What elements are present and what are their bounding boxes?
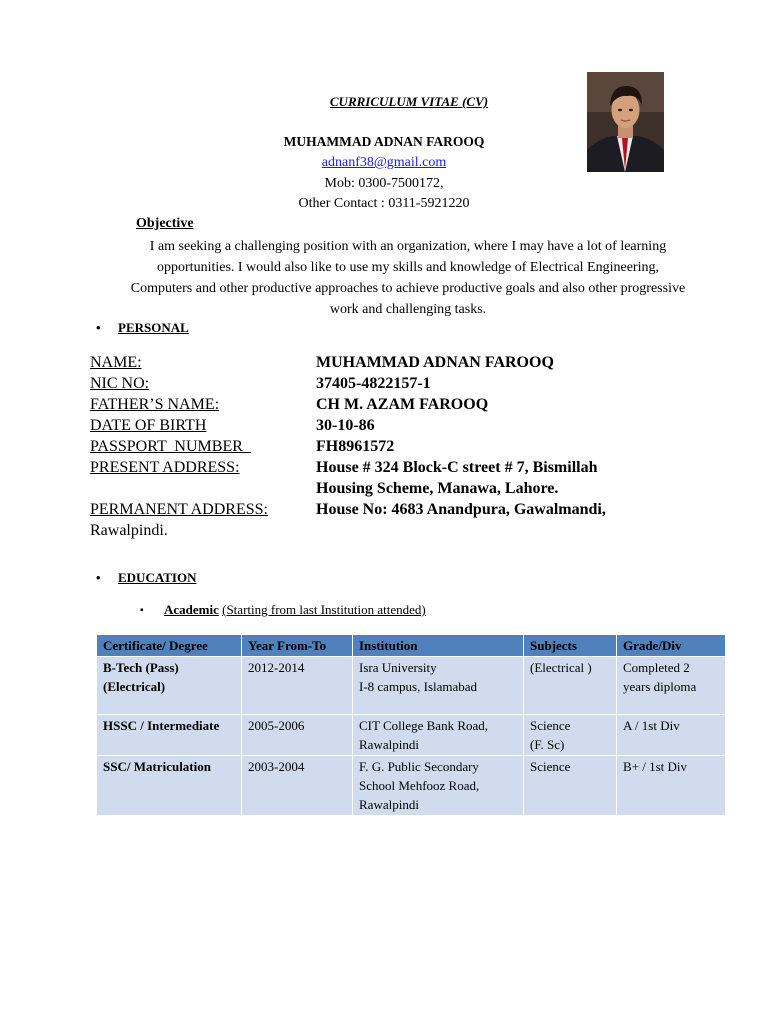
subjects-cell [524, 657, 617, 715]
education-table [96, 634, 726, 816]
grade-cell [617, 715, 726, 756]
other-contact: Other Contact : 0311-5921220 [298, 196, 470, 211]
institution-line: Isra University [359, 660, 437, 675]
detail-row-name [90, 352, 690, 373]
detail-row-present-address [90, 457, 690, 499]
subjects-line: (F. Sc) [530, 737, 565, 752]
degree-cell [97, 756, 242, 816]
degree-cell [97, 715, 242, 756]
profile-photo [587, 72, 664, 172]
column-header: Institution [353, 635, 524, 657]
institution-cell [353, 756, 524, 816]
education-heading-label: EDUCATION [118, 570, 197, 585]
degree-cell [97, 657, 242, 715]
grade-line: B+ / 1st Div [623, 759, 688, 774]
detail-row-nic [90, 373, 690, 394]
bullet-icon: • [96, 570, 101, 585]
detail-value-line2: Rawalpindi. [90, 522, 168, 539]
detail-label: DATE OF BIRTH [90, 417, 207, 434]
detail-label: PERMANENT ADDRESS: [90, 501, 268, 518]
table-row [97, 756, 726, 816]
column-header: Subjects [524, 635, 617, 657]
detail-value: CH M. AZAM FAROOQ [316, 396, 489, 413]
detail-label: PRESENT ADDRESS: [90, 459, 240, 476]
detail-value: MUHAMMAD ADNAN FAROOQ [316, 354, 554, 371]
education-section-heading [96, 570, 197, 586]
academic-note: (Starting from last Institution attended) [222, 602, 426, 617]
detail-label: NIC NO: [90, 375, 150, 392]
grade-cell [617, 756, 726, 816]
subjects-line: Science [530, 759, 571, 774]
institution-line: Rawalpindi [359, 737, 419, 752]
column-header: Year From-To [242, 635, 353, 657]
degree-line: SSC/ Matriculation [103, 759, 211, 774]
table-row [97, 715, 726, 756]
grade-line: years diploma [623, 679, 697, 694]
column-header: Certificate/ Degree [97, 635, 242, 657]
column-header: Grade/Div [617, 635, 726, 657]
square-bullet-icon: ▪ [140, 605, 144, 616]
detail-label: FATHER’S NAME: [90, 396, 220, 413]
personal-details [90, 352, 690, 541]
academic-subheading [140, 602, 426, 618]
candidate-name: MUHAMMAD ADNAN FAROOQ [283, 134, 485, 149]
degree-line: HSSC / Intermediate [103, 718, 220, 733]
degree-line: B-Tech (Pass) [103, 660, 179, 675]
institution-line: F. G. Public Secondary [359, 759, 479, 774]
bullet-icon: • [96, 320, 101, 335]
detail-row-passport [90, 436, 690, 457]
years-cell: 2003-2004 [242, 756, 353, 816]
institution-cell [353, 715, 524, 756]
grade-line: A / 1st Div [623, 718, 680, 733]
degree-line: (Electrical) [103, 679, 166, 694]
cv-title: CURRICULUM VITAE (CV) [329, 94, 489, 109]
detail-row-permanent-address [90, 499, 690, 541]
personal-section-heading [96, 320, 189, 336]
email-link[interactable]: adnanf38@gmail.com [321, 155, 447, 170]
detail-value: 30-10-86 [316, 417, 375, 434]
detail-value: House # 324 Block-C street # 7, Bismillah [316, 459, 598, 476]
years-cell: 2005-2006 [242, 715, 353, 756]
detail-label: PASSPORT NUMBER [90, 438, 251, 455]
detail-value-line2: Housing Scheme, Manawa, Lahore. [316, 480, 559, 497]
institution-line: I-8 campus, Islamabad [359, 679, 478, 694]
table-row [97, 657, 726, 715]
detail-row-father [90, 394, 690, 415]
institution-cell [353, 657, 524, 715]
mobile-number: Mob: 0300-7500172, [324, 176, 444, 191]
detail-value: House No: 4683 Anandpura, Gawalmandi, [316, 501, 606, 518]
person-photo-icon [587, 72, 664, 172]
subjects-cell [524, 756, 617, 816]
grade-cell [617, 657, 726, 715]
subjects-line: (Electrical ) [530, 660, 592, 675]
detail-label: NAME: [90, 354, 142, 371]
grade-line: Completed 2 [623, 660, 690, 675]
objective-text: I am seeking a challenging position with an organization, where I may have a lot of learning opportunities. I would also like to use my skills and knowledge of Electrical Engineering, Computers and other productive approaches to achieve productive goals and also other progressive work and challenging tasks. [130, 239, 686, 317]
table-header-row [97, 635, 726, 657]
detail-row-dob [90, 415, 690, 436]
institution-line: CIT College Bank Road, [359, 718, 489, 733]
subjects-cell [524, 715, 617, 756]
subjects-line: Science [530, 718, 571, 733]
detail-value: 37405-4822157-1 [316, 375, 431, 392]
years-cell: 2012-2014 [242, 657, 353, 715]
detail-value: FH8961572 [316, 438, 395, 455]
institution-line: Rawalpindi [359, 797, 419, 812]
academic-label: Academic [164, 602, 219, 617]
personal-heading-label: PERSONAL [118, 320, 189, 335]
institution-line: School Mehfooz Road, [359, 778, 480, 793]
objective-heading: Objective [136, 216, 194, 231]
